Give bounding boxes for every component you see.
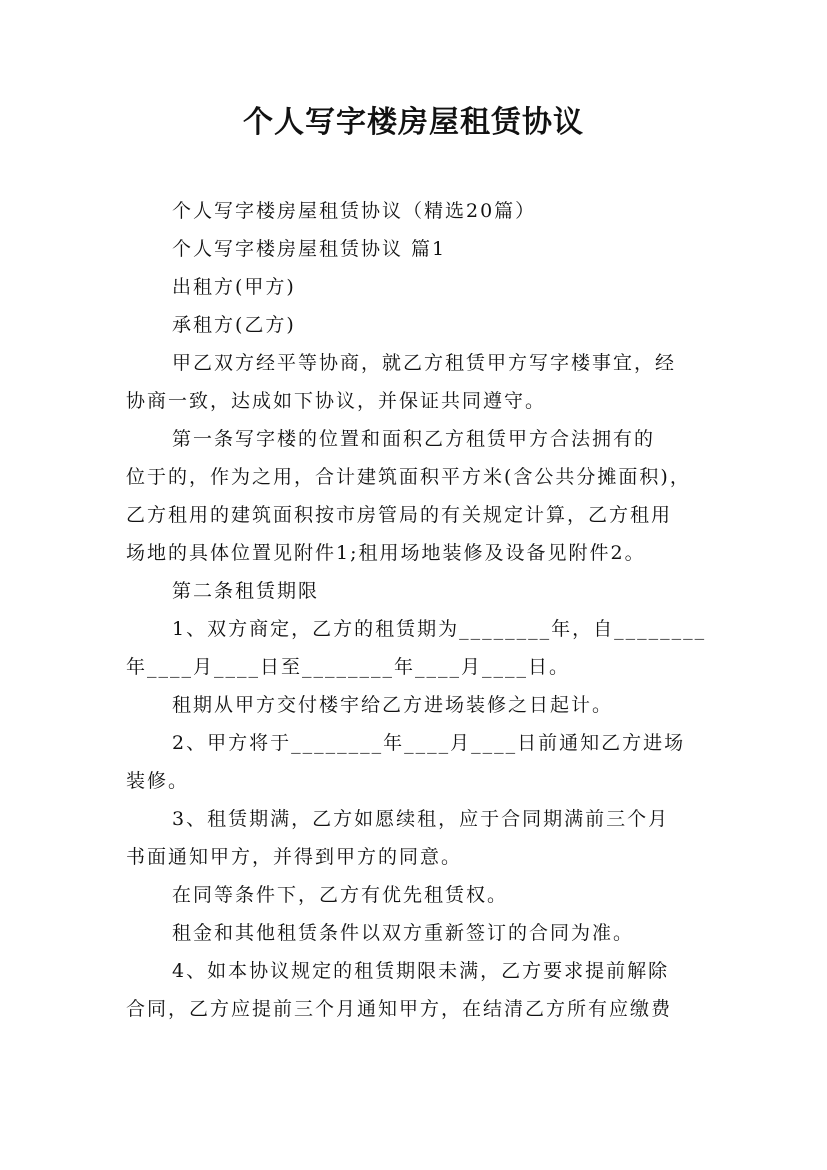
paragraph-line: 协商一致，达成如下协议，并保证共同遵守。 [126,390,547,412]
paragraph-line: 位于的，作为之用，合计建筑面积平方米(含公共分摊面积)， [126,466,691,488]
paragraph-line: 个人写字楼房屋租赁协议（精选20篇） [172,200,537,222]
paragraph-line: 装修。 [126,770,190,792]
paragraph-line: 第二条租赁期限 [172,580,320,602]
document-title: 个人写字楼房屋租赁协议 [243,105,584,140]
paragraph-line: 合同，乙方应提前三个月通知甲方，在结清乙方所有应缴费 [126,998,673,1020]
paragraph-line: 出租方(甲方) [172,276,296,298]
paragraph-line: 4、如本协议规定的租赁期限未满，乙方要求提前解除 [172,960,670,982]
paragraph-line: 个人写字楼房屋租赁协议 篇1 [172,238,447,260]
paragraph-line: 3、租赁期满，乙方如愿续租，应于合同期满前三个月 [172,808,670,830]
paragraph-line: 2、甲方将于________年____月____日前通知乙方进场 [172,732,686,754]
paragraph-line: 年____月____日至________年____月____日。 [126,656,571,678]
paragraph-line: 第一条写字楼的位置和面积乙方租赁甲方合法拥有的 [172,428,656,450]
paragraph-line: 场地的具体位置见附件1;租用场地装修及设备见附件2。 [126,542,646,564]
paragraph-line: 1、双方商定，乙方的租赁期为________年，自________ [172,618,707,640]
paragraph-line: 书面通知甲方，并得到甲方的同意。 [126,846,463,868]
paragraph-line: 租期从甲方交付楼宇给乙方进场装修之日起计。 [172,694,614,716]
paragraph-line: 乙方租用的建筑面积按市房管局的有关规定计算，乙方租用 [126,504,673,526]
paragraph-line: 甲乙双方经平等协商，就乙方租赁甲方写字楼事宜，经 [172,352,677,374]
paragraph-line: 承租方(乙方) [172,314,296,336]
paragraph-line: 在同等条件下，乙方有优先租赁权。 [172,884,509,906]
document-body [126,192,716,1028]
paragraph-line: 租金和其他租赁条件以双方重新签订的合同为准。 [172,922,635,944]
